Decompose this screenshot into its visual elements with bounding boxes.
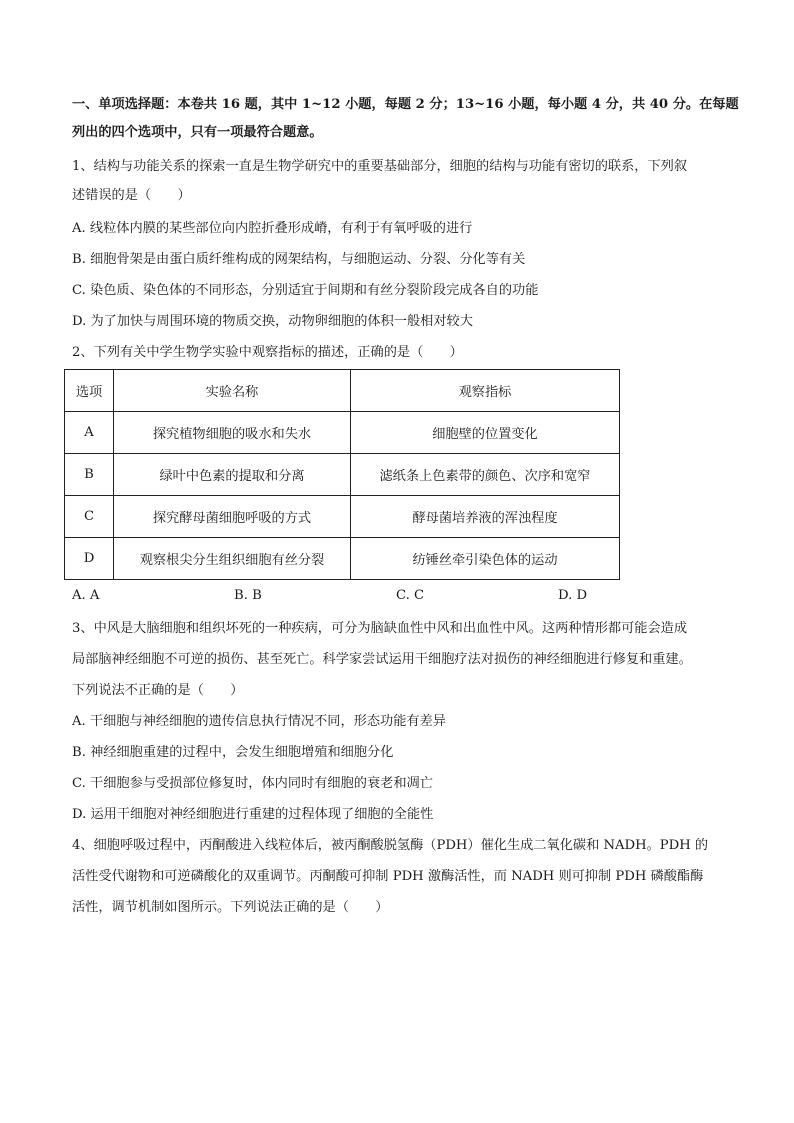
section-heading-line-2	[72, 124, 323, 142]
table-cell: 绿叶中色素的提取和分离	[114, 454, 351, 496]
q1-stem-line-2: 述错误的是（ ）	[72, 188, 191, 203]
q2-stem: 2、下列有关中学生物学实验中观察指标的描述，正确的是（ ）	[72, 345, 463, 360]
table-header-cell: 实验名称	[114, 370, 351, 412]
table-row	[65, 454, 620, 496]
section-heading-text: 列出的四个选项中，只有一项最符合题意。	[72, 125, 323, 140]
section-heading-line-1	[72, 96, 739, 114]
q2-choice-d: D. D	[558, 588, 588, 603]
table-header-cell: 选项	[65, 370, 114, 412]
table-cell: 观察根尖分生组织细胞有丝分裂	[114, 538, 351, 580]
table-header-cell: 观察指标	[351, 370, 620, 412]
table-row	[65, 496, 620, 538]
q4-stem-line-1: 4、细胞呼吸过程中，丙酮酸进入线粒体后，被丙酮酸脱氢酶（PDH）催化生成二氧化碳和 NADH。PDH 的	[72, 838, 709, 853]
q1-option-c: C. 染色质、染色体的不同形态，分别适宜于间期和有丝分裂阶段完成各自的功能	[72, 283, 539, 298]
q2-choices	[72, 588, 672, 606]
q3-stem-line-2: 局部脑神经细胞不可逆的损伤、甚至死亡。科学家尝试运用干细胞疗法对损伤的神经细胞进行修复和重建。	[72, 652, 692, 667]
table-cell: B	[65, 454, 114, 496]
q4-stem-line-2: 活性受代谢物和可逆磷酸化的双重调节。丙酮酸可抑制 PDH 激酶活性，而 NADH 则可抑制 PDH 磷酸酯酶	[72, 869, 704, 884]
table-cell: D	[65, 538, 114, 580]
q1-option-b: B. 细胞骨架是由蛋白质纤维构成的网架结构，与细胞运动、分裂、分化等有关	[72, 252, 526, 267]
q3-stem-line-1: 3、中风是大脑细胞和组织坏死的一种疾病，可分为脑缺血性中风和出血性中风。这两种情形都可能会造成	[72, 621, 688, 636]
table-cell: 酵母菌培养液的浑浊程度	[351, 496, 620, 538]
q4-stem-line-3: 活性，调节机制如图所示。下列说法正确的是（ ）	[72, 900, 389, 915]
q1-stem-line-1: 1、结构与功能关系的探索一直是生物学研究中的重要基础部分，细胞的结构与功能有密切的联系，下列叙	[72, 159, 688, 174]
q2-choice-a: A. A	[72, 588, 100, 603]
q2-table	[64, 369, 620, 580]
q1-option-d: D. 为了加快与周围环境的物质交换，动物卵细胞的体积一般相对较大	[72, 314, 473, 329]
q3-option-a: A. 干细胞与神经细胞的遗传信息执行情况不同，形态功能有差异	[72, 714, 446, 729]
q1-option-a: A. 线粒体内膜的某些部位向内腔折叠形成嵴，有利于有氧呼吸的进行	[72, 221, 473, 236]
table-cell: 探究酵母菌细胞呼吸的方式	[114, 496, 351, 538]
q2-choice-b: B. B	[234, 588, 262, 603]
q3-option-c: C. 干细胞参与受损部位修复时，体内同时有细胞的衰老和凋亡	[72, 776, 433, 791]
table-cell: A	[65, 412, 114, 454]
section-heading-text: 一、单项选择题：本卷共 16 题，其中 1~12 小题，每题 2 分；13~16 小题，每小题 4 分，共 40 分。在每题	[72, 97, 739, 112]
q3-option-d: D. 运用干细胞对神经细胞进行重建的过程体现了细胞的全能性	[72, 807, 434, 822]
table-cell: C	[65, 496, 114, 538]
table-row	[65, 538, 620, 580]
table-header-row	[65, 370, 620, 412]
table-row	[65, 412, 620, 454]
table-cell: 探究植物细胞的吸水和失水	[114, 412, 351, 454]
q2-choice-c: C. C	[396, 588, 425, 603]
q3-stem-line-3: 下列说法不正确的是（ ）	[72, 683, 244, 698]
table-cell: 滤纸条上色素带的颜色、次序和宽窄	[351, 454, 620, 496]
table-cell: 细胞壁的位置变化	[351, 412, 620, 454]
table-cell: 纺锤丝牵引染色体的运动	[351, 538, 620, 580]
q3-option-b: B. 神经细胞重建的过程中，会发生细胞增殖和细胞分化	[72, 745, 394, 760]
